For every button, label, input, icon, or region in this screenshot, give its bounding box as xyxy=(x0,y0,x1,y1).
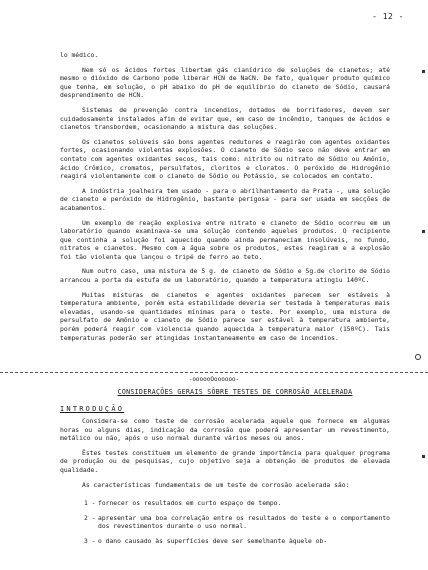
hole-punch-mark xyxy=(415,354,421,360)
page-number: - 12 - xyxy=(372,12,404,21)
page-break-line xyxy=(0,372,428,373)
list-item-text: o dano causado às superfícies deve ser semelhante àquele ob- xyxy=(98,537,328,545)
list-item xyxy=(84,515,390,532)
text-block-top xyxy=(60,52,390,343)
paragraph: Muitas misturas de cianetos e agentes oxidantes parecem ser estáveis à temperatura ambiente, porém esta estabilidade deveria ser testada à temperaturas mais elevadas, usando-se quantidades mínimas para o teste. Por exemplo, uma mistura de persulfato de Amônio e cianeto de Sódio parece ser estável à temperatura ambiente, porém poderá reagir com violencia quando aquecida à temperatura maior (150ºC). Tais temperaturas poderão ser atingidas instantaneamente em caso de incendios. xyxy=(60,291,390,342)
list-item xyxy=(84,538,390,547)
list-item-text: fornecer os resultados em curto espaço de tempo. xyxy=(98,500,282,507)
list-item-number: 2 - xyxy=(84,514,96,522)
paragraph: Os cianetos solúveis são bons agentes redutores e reagirão com agentes oxidantes fortes, ocasionando violentas explosões. O cianeto de Sódio seco não deve entrar em contato com agentes oxidantes secos, tais como: nitrito ou nitrato de Sódio ou Amônio, ácido Crômico, cromatos, persulfatos, cloritos e cloratos. O peróxido de Hidrogênio reagirá violentamente com o cianeto de Sódio ou Potássio, se colocados em contato. xyxy=(60,138,390,181)
paragraph: Um exemplo de reação explosiva entre nitrato e cianeto de Sódio ocorreu em um laboratório quando examinava-se uma solução contendo aqueles produtos. O recipiente que continha a solução foi aquecido quando ainda permaneciam insolúveis, no fundo, nitratos e cianetos. Mesmo com a água sobre os produtos, estes reagiram e a explosão foi tão violenta que lançou o tripé de ferro ao teto. xyxy=(60,219,390,261)
list-item-text: apresentar uma boa correlação entre os resultados do teste e o comportamento dos revestimentos durante o uso normal. xyxy=(98,514,390,531)
margin-tick xyxy=(422,70,425,73)
section-heading: INTRODUÇÃO xyxy=(60,405,125,413)
section-title: CONSIDERAÇÕES GERAIS SÔBRE TESTES DE CORROSÃO ACELERADA xyxy=(117,388,353,396)
paragraph: A indústria joalheira tem usado - para o abrilhantamento da Prata -, uma solução de cianeto e peróxido de Hidrogênio, bastante perigosa - para ser usada em secções de acabamentos. xyxy=(60,187,390,212)
numbered-list xyxy=(84,500,390,552)
paragraph: lo médico. xyxy=(60,52,99,59)
list-item-number: 1 - xyxy=(84,500,96,507)
paragraph: As características fundamentais de um teste de corrosão acelerada são: xyxy=(82,481,350,489)
text-block-bottom xyxy=(60,418,390,490)
paragraph: Num outro caso, uma mistura de 5 g. de cianeto de Sódio e 5g.de clorito de Sódio arrancou a porta da estufa de um laboratório, quando a temperatura atingiu 140ºC. xyxy=(60,268,390,285)
paragraph: Êstes testes constituem um elemento de grande importância para qualquer programa de produção ou de pesquisas, cujo objetivo seja a obtenção de produtos de elevada qualidade. xyxy=(60,449,390,474)
margin-tick xyxy=(422,455,425,458)
list-item-number: 3 - xyxy=(84,537,96,545)
margin-tick xyxy=(422,230,425,233)
separator-ornament: -oooooOoooooo- xyxy=(188,376,240,383)
paragraph: Nem só os ácidos fortes libertam gás cianídrico de soluções de cianetos; até mesmo o dióxido de Carbono pode liberar HCN de NaCN. De fato, qualquer produto químico que tenha, em solução, o pH abaixo do pH de equilíbrio do cianeto de Sódio, causará desprendimento de HCN. xyxy=(60,66,390,100)
list-item xyxy=(84,500,390,509)
paragraph: Considera-se como teste de corrosão acelerada aquele que fornece em algumas horas ou alguns dias, indicação da corrosão que poderá apresentar um revestimento, metálico ou não, após o uso normal durante vários meses ou anos. xyxy=(60,418,390,443)
paragraph: Sistemas de prevenção contra incendios, dotados de borrifadores, devem ser cuidadosamente instalados afim de evitar que, em caso de incêndio, tanques de ácidos e cianetos transbordem, ocasionando a mistura das soluções. xyxy=(60,106,390,132)
